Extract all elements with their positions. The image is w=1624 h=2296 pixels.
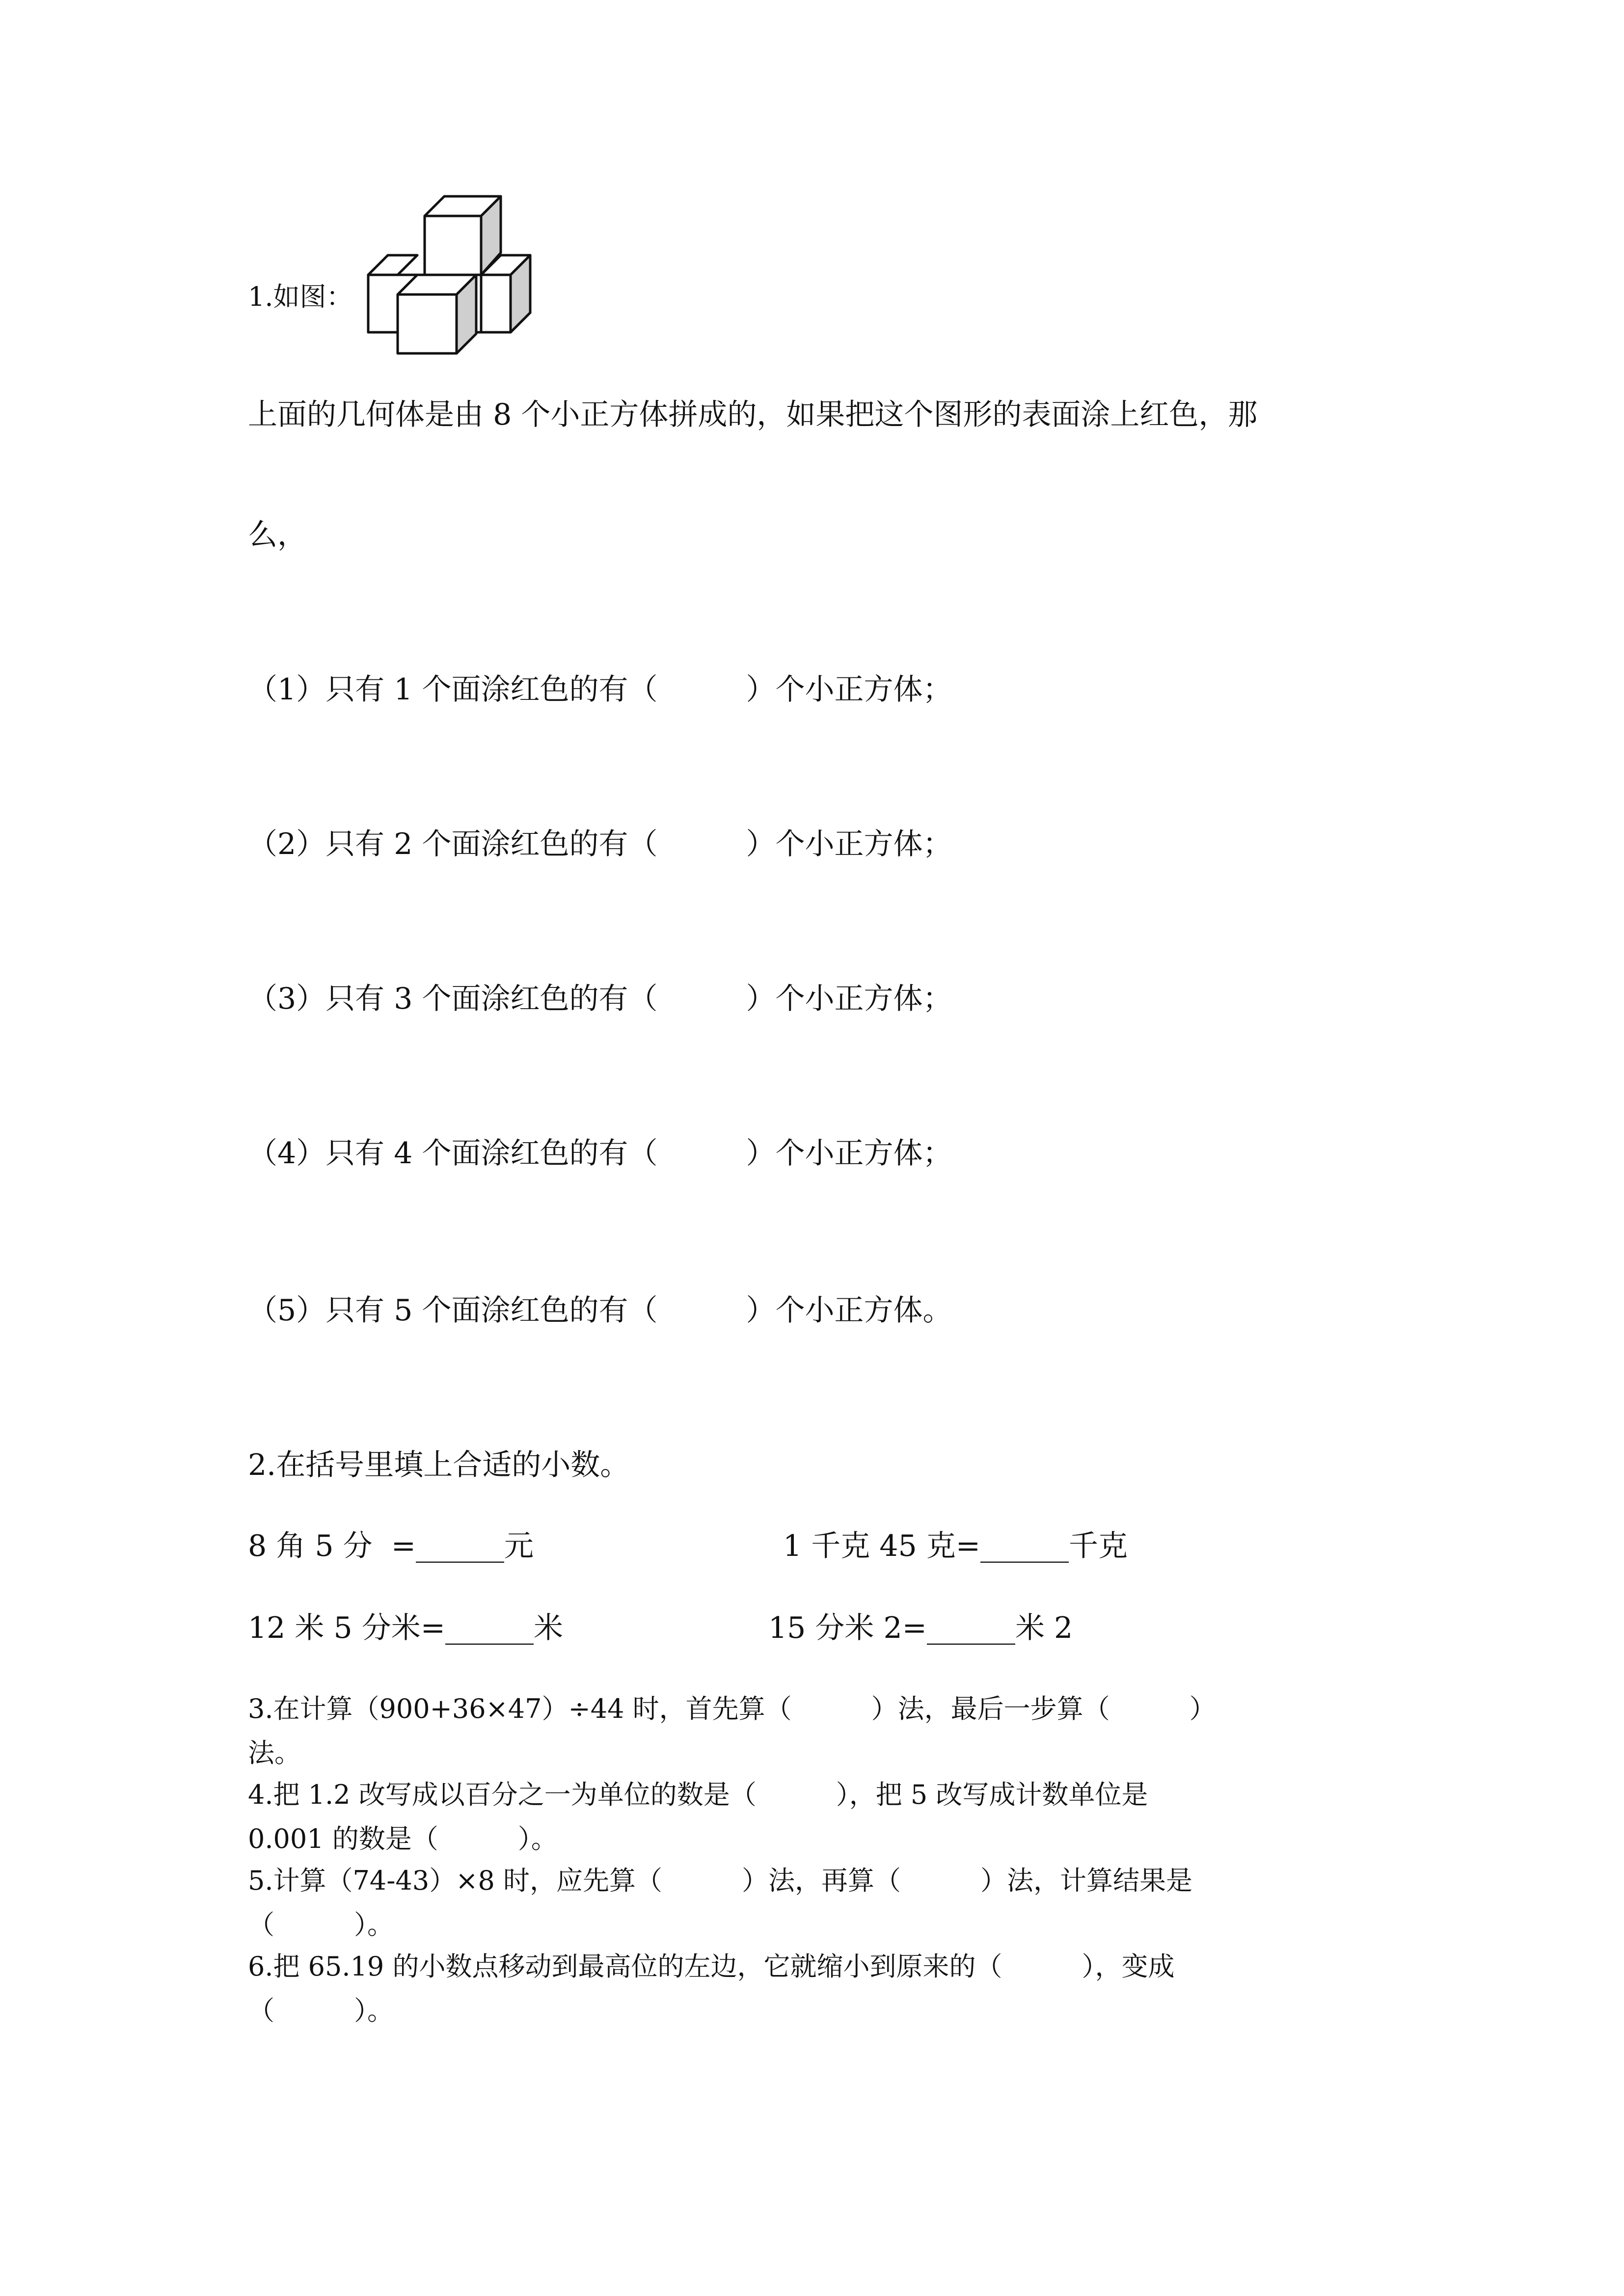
q1-item-2: （2）只有 2 个面涂红色的有（ ）个小正方体； bbox=[248, 827, 952, 861]
stacked-cubes-figure bbox=[358, 194, 579, 356]
q2-row2-left: 12 米 5 分米=______米 bbox=[248, 1611, 564, 1645]
q5-line1: 5.计算（74-43）×8 时，应先算（ ）法，再算（ ）法，计算结果是 bbox=[248, 1865, 1192, 1896]
q6-line2: （ ）。 bbox=[248, 1995, 394, 2026]
q2-row1-left: 8 角 5 分 =______元 bbox=[248, 1529, 534, 1563]
q1-text-b: 么， bbox=[248, 518, 307, 552]
q4-line1: 4.把 1.2 改写成以百分之一为单位的数是（ ），把 5 改写成计数单位是 bbox=[248, 1779, 1148, 1810]
q1-label: 1.如图： bbox=[248, 281, 353, 312]
q6-line1: 6.把 65.19 的小数点移动到最高位的左边，它就缩小到原来的（ ），变成 bbox=[248, 1951, 1175, 1982]
q1-item-1: （1）只有 1 个面涂红色的有（ ）个小正方体； bbox=[248, 672, 952, 707]
q2-row1-right: 1 千克 45 克=______千克 bbox=[783, 1529, 1128, 1563]
q4-line2: 0.001 的数是（ ）。 bbox=[248, 1823, 558, 1854]
q1-item-4: （4）只有 4 个面涂红色的有（ ）个小正方体； bbox=[248, 1136, 952, 1171]
q5-line2: （ ）。 bbox=[248, 1909, 394, 1940]
q3-line2: 法。 bbox=[248, 1737, 301, 1768]
q1-text-a: 上面的几何体是由 8 个小正方体拼成的，如果把这个图形的表面涂上红色，那 bbox=[248, 398, 1258, 432]
q2-row2-right: 15 分米 2=______米 2 bbox=[768, 1611, 1073, 1645]
q1-item-5: （5）只有 5 个面涂红色的有（ ）个小正方体。 bbox=[248, 1293, 952, 1328]
q2-title: 2.在括号里填上合适的小数。 bbox=[248, 1448, 630, 1482]
q3-line1: 3.在计算（900+36×47）÷44 时，首先算（ ）法，最后一步算（ ） bbox=[248, 1693, 1216, 1724]
q1-item-3: （3）只有 3 个面涂红色的有（ ）个小正方体； bbox=[248, 982, 952, 1016]
